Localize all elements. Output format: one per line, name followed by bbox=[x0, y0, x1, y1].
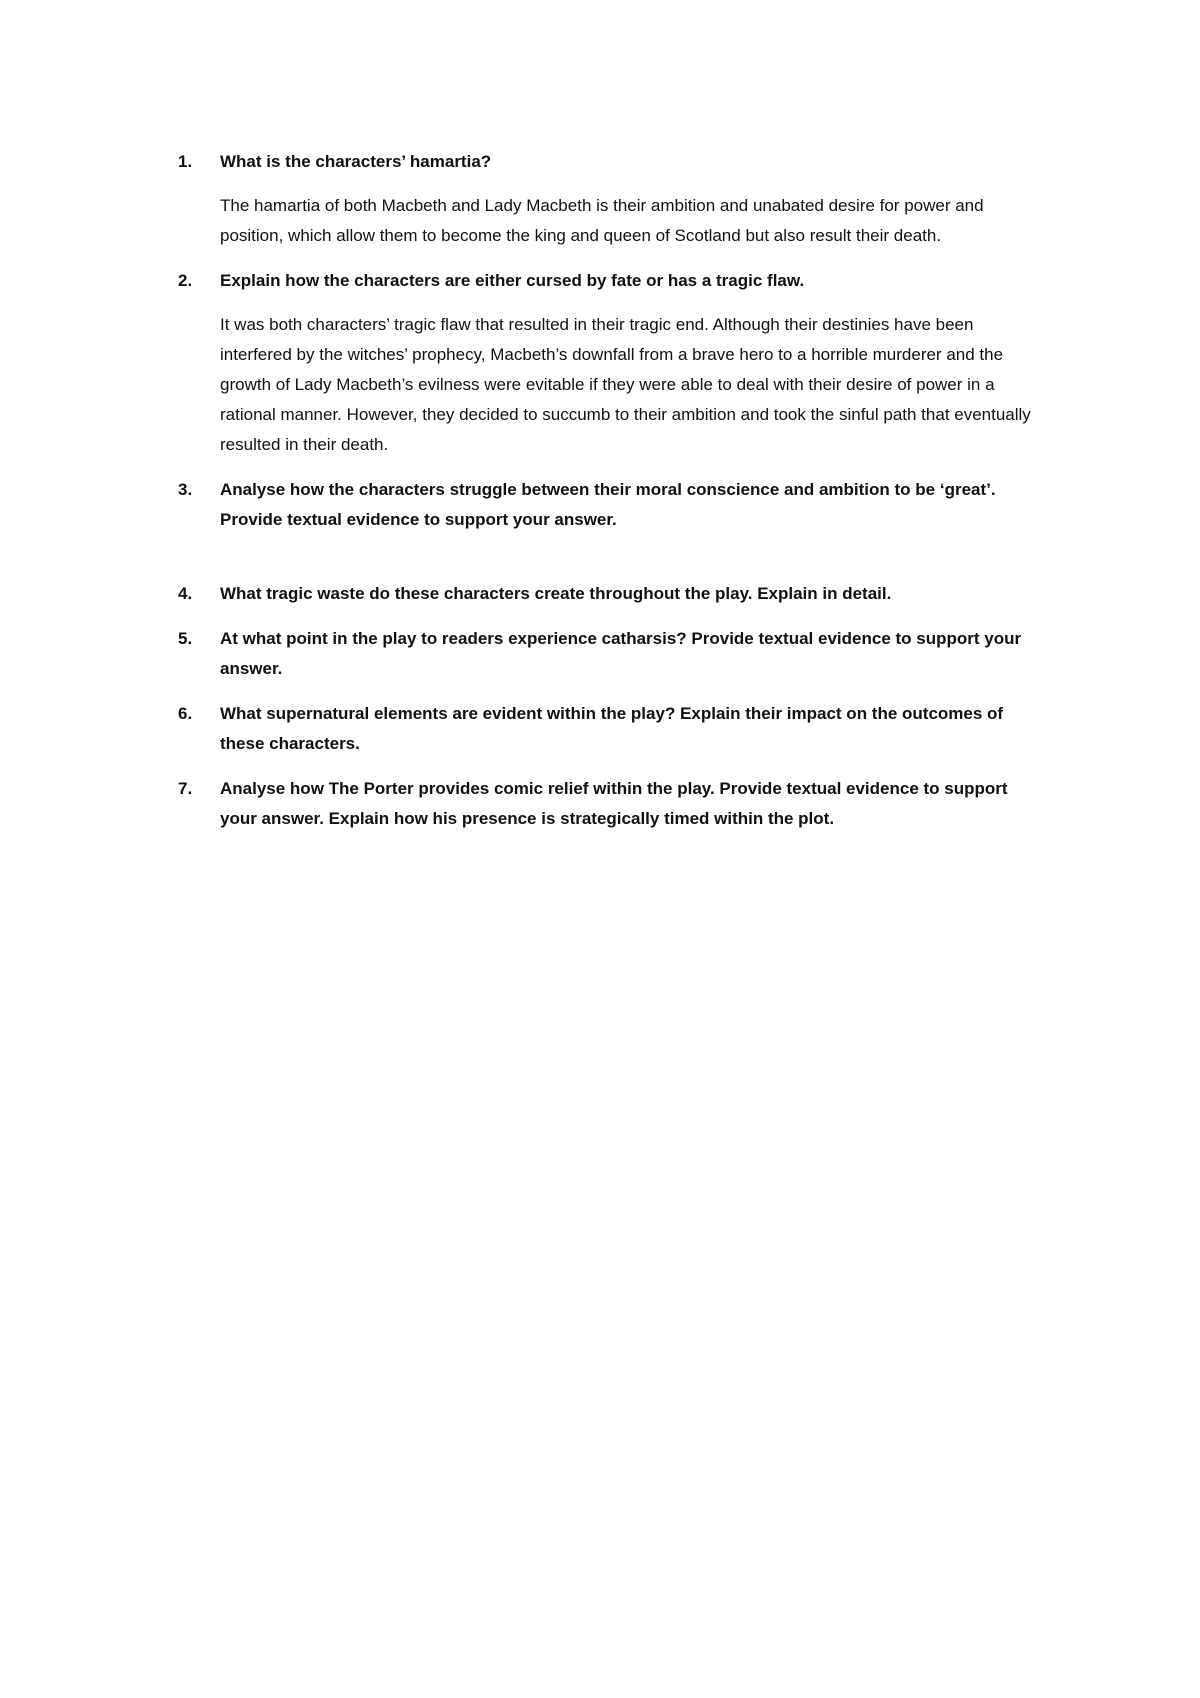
question-text: What supernatural elements are evident within the play? Explain their impact on the outcomes of these characters. bbox=[220, 704, 1004, 753]
question-number: 4. bbox=[178, 584, 193, 603]
question-2 bbox=[178, 266, 1038, 460]
question-1 bbox=[178, 147, 1038, 251]
answer-text: The hamartia of both Macbeth and Lady Macbeth is their ambition and unabated desire for power and position, which allow them to become the king and queen of Scotland but also result their death. bbox=[220, 196, 984, 245]
question-text: What tragic waste do these characters create throughout the play. Explain in detail. bbox=[220, 584, 892, 603]
question-4 bbox=[178, 579, 1038, 609]
question-6 bbox=[178, 699, 1038, 759]
question-5 bbox=[178, 624, 1038, 684]
question-number: 6. bbox=[178, 704, 193, 723]
question-text: Explain how the characters are either cursed by fate or has a tragic flaw. bbox=[220, 271, 805, 290]
question-3 bbox=[178, 475, 1038, 535]
question-list bbox=[178, 147, 1038, 834]
question-number: 7. bbox=[178, 779, 193, 798]
question-text: Analyse how the characters struggle between their moral conscience and ambition to be ‘great’. Provide textual evidence to support your answer. bbox=[220, 480, 996, 529]
question-number: 2. bbox=[178, 271, 193, 290]
question-text: At what point in the play to readers experience catharsis? Provide textual evidence to support your answer. bbox=[220, 629, 1022, 678]
question-text: Analyse how The Porter provides comic relief within the play. Provide textual evidence to support your answer. Explain how his presence is strategically timed within the plot. bbox=[220, 779, 1008, 828]
answer-text: It was both characters’ tragic flaw that resulted in their tragic end. Although their destinies have been interfered by the witches’ prophecy, Macbeth’s downfall from a brave hero to a horrible murderer and the growth of Lady Macbeth’s evilness were evitable if they were able to deal with their desire of power in a rational manner. However, they decided to succumb to their ambition and took the sinful path that eventually resulted in their death. bbox=[220, 315, 1031, 454]
question-number: 5. bbox=[178, 629, 193, 648]
question-number: 1. bbox=[178, 152, 193, 171]
question-text: What is the characters’ hamartia? bbox=[220, 152, 492, 171]
question-7 bbox=[178, 774, 1038, 834]
question-number: 3. bbox=[178, 480, 193, 499]
